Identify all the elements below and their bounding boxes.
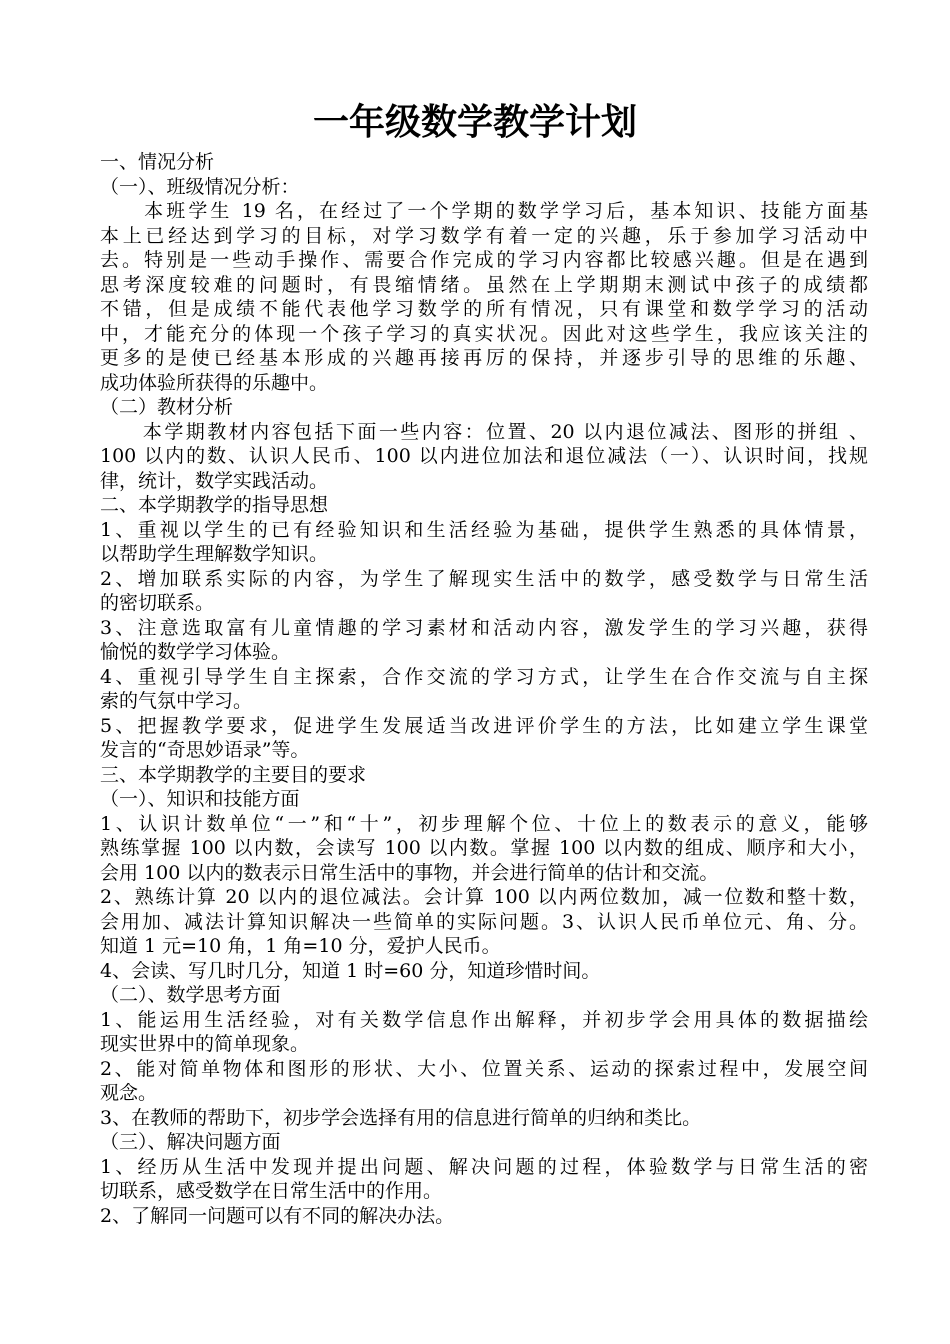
text-line: 2、能对简单物体和图形的形状、大小、位置关系、运动的探索过程中，发展空间 (100, 1057, 868, 1080)
text-line: 更多的是使已经基本形成的兴趣再接再厉的保持，并逐步引导的思维的乐趣、 (100, 347, 868, 369)
text-line: 去。特别是一些动手操作、需要合作完成的学习内容都比较感兴趣。但是在遇到 (100, 249, 868, 271)
text-line: 成功体验所获得的乐趣中。 (100, 371, 329, 394)
text-line: 本班学生 19 名，在经过了一个学期的数学学习后，基本知识、技能方面基 (100, 200, 868, 222)
text-line: 3、注意选取富有儿童情趣的学习素材和活动内容，激发学生的学习兴趣，获得 (100, 616, 868, 639)
text-line: 4、重视引导学生自主探索，合作交流的学习方式，让学生在合作交流与自主探 (100, 665, 868, 688)
text-line: 知道 1 元=10 角，1 角=10 分，爱护人民币。 (100, 935, 501, 957)
text-line: 4、会读、写几时几分，知道 1 时=60 分，知道珍惜时间。 (100, 959, 601, 982)
text-line: 发言的“奇思妙语录”等。 (100, 739, 310, 761)
document-body (100, 150, 868, 1228)
text-line: 中，才能充分的体现一个孩子学习的真实状况。因此对这些学生，我应该关注的 (100, 322, 868, 345)
text-line: （三）、解决问题方面 (100, 1131, 281, 1153)
text-line: 观念。 (100, 1082, 158, 1104)
text-line: 1、经历从生活中发现并提出问题、解决问题的过程，体验数学与日常生活的密 (100, 1155, 868, 1178)
text-line: 1、重视以学生的已有经验知识和生活经验为基础，提供学生熟悉的具体情景， (100, 518, 868, 541)
text-line: 愉悦的数学学习体验。 (100, 641, 291, 663)
text-line: （二）教材分析 (100, 396, 234, 418)
text-line: 3、在教师的帮助下，初步学会选择有用的信息进行简单的归纳和类比。 (100, 1106, 702, 1129)
text-line: 5、把握教学要求，促进学生发展适当改进评价学生的方法，比如建立学生课堂 (100, 714, 868, 737)
text-line: 2、了解同一问题可以有不同的解决办法。 (100, 1204, 455, 1227)
text-line: 不错，但是成绩不能代表他学习数学的所有情况，只有课堂和数学学习的活动 (100, 298, 868, 320)
text-line: 一、情况分析 (100, 151, 215, 173)
text-line: 思考深度较难的问题时，有畏缩情绪。虽然在上学期期末测试中孩子的成绩都 (100, 273, 868, 296)
text-line: 熟练掌握 100 以内数，会读写 100 以内数。掌握 100 以内数的组成、顺序和大小， (100, 837, 868, 859)
document-title: 一年级数学教学计划 (312, 101, 637, 143)
text-line: 1、认识计数单位“一”和“十”，初步理解个位、十位上的数表示的意义，能够 (100, 812, 868, 835)
text-line: 现实世界中的简单现象。 (100, 1033, 310, 1055)
text-line: 1、能运用生活经验，对有关数学信息作出解释，并初步学会用具体的数据描绘 (100, 1008, 868, 1031)
text-line: 100 以内的数、认识人民币、100 以内进位加法和退位减法（一）、认识时间，找规 (100, 445, 868, 467)
text-line: 索的气氛中学习。 (100, 690, 253, 712)
text-line: 以帮助学生理解数学知识。 (100, 543, 329, 565)
text-line: 会用加、减法计算知识解决一些简单的实际问题。3、认识人民币单位元、角、分。 (100, 910, 868, 933)
text-line: 本上已经达到学习的目标，对学习数学有着一定的兴趣，乐于参加学习活动中 (100, 224, 868, 247)
text-line: 的密切联系。 (100, 592, 215, 614)
text-line: 切联系，感受数学在日常生活中的作用。 (100, 1180, 443, 1202)
text-line: （一）、班级情况分析： (100, 175, 300, 198)
text-line: 三、本学期教学的主要目的要求 (100, 763, 367, 786)
text-line: 2、增加联系实际的内容，为学生了解现实生活中的数学，感受数学与日常生活 (100, 567, 868, 590)
text-line: 律，统计，数学实践活动。 (100, 469, 329, 492)
text-line: 2、熟练计算 20 以内的退位减法。会计算 100 以内两位数加，减一位数和整十数， (100, 886, 868, 908)
text-line: （一）、知识和技能方面 (100, 788, 300, 810)
text-line: （二）、数学思考方面 (100, 984, 281, 1006)
text-line: 本学期教材内容包括下面一些内容：位置、20 以内退位减法、图形的拼组 、 (100, 420, 868, 443)
text-line: 二、本学期教学的指导思想 (100, 494, 329, 516)
text-line: 会用 100 以内的数表示日常生活中的事物，并会进行简单的估计和交流。 (100, 861, 719, 884)
